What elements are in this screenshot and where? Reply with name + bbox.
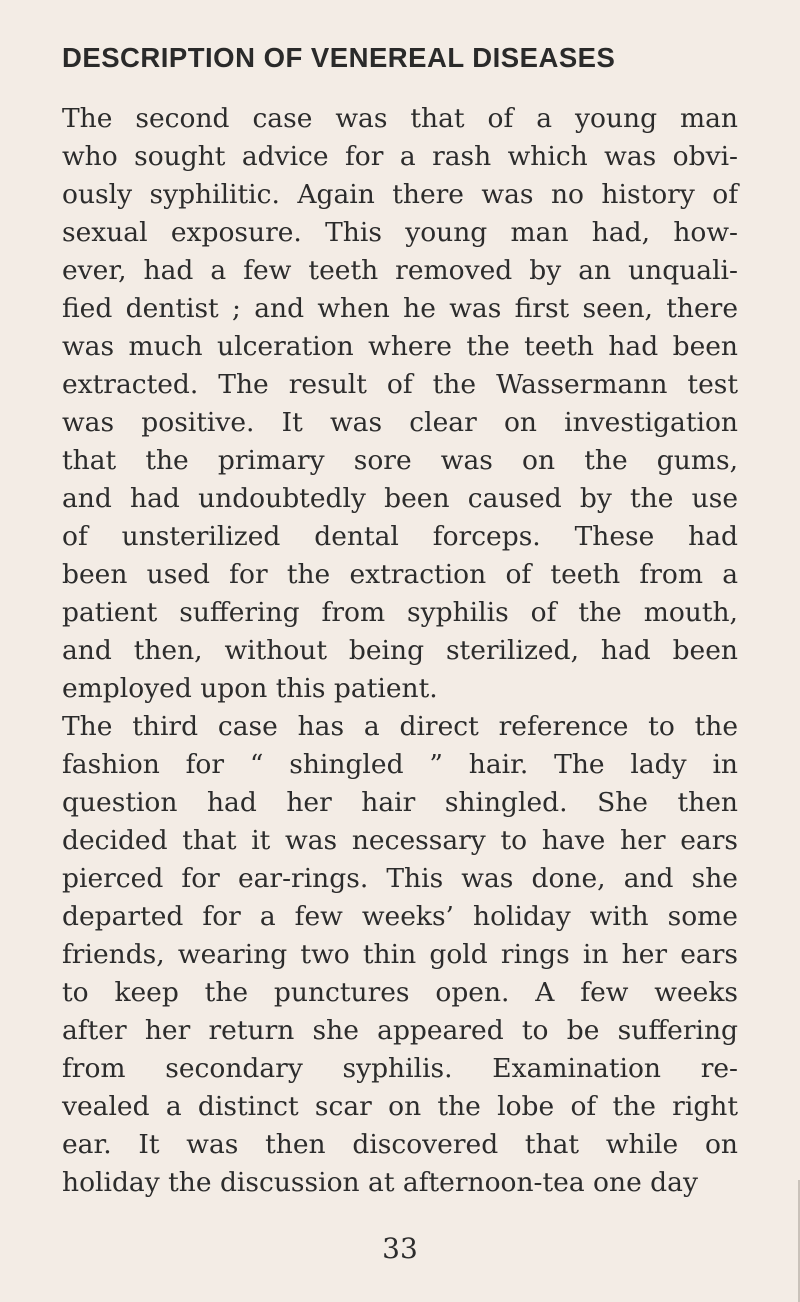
text-line: been used for the extraction of teeth from a (62, 559, 738, 590)
text-line: holiday the discussion at afternoon-tea one day (62, 1167, 698, 1198)
text-line: friends, wearing two thin gold rings in her ears (62, 939, 738, 970)
text-line: ously syphilitic. Again there was no history of (62, 179, 738, 210)
text-line: fashion for “ shingled ” hair. The lady in (62, 749, 738, 780)
text-line: ear. It was then discovered that while on (62, 1129, 738, 1160)
text-line: decided that it was necessary to have her ears (62, 825, 738, 856)
page-number: 33 (382, 1232, 418, 1265)
text-line: was positive. It was clear on investigation (62, 407, 738, 438)
text-line: and had undoubtedly been caused by the use (62, 483, 738, 514)
text-line: after her return she appeared to be suffering (62, 1015, 738, 1046)
text-line: The second case was that of a young man (62, 103, 738, 134)
text-line: patient suffering from syphilis of the mouth, (62, 597, 738, 628)
text-line: ever, had a few teeth removed by an unquali- (62, 255, 738, 286)
text-line: sexual exposure. This young man had, how- (62, 217, 738, 248)
text-line: extracted. The result of the Wassermann test (62, 369, 738, 400)
text-line: from secondary syphilis. Examination re- (62, 1053, 738, 1084)
text-line: that the primary sore was on the gums, (62, 445, 738, 476)
text-line: was much ulceration where the teeth had been (62, 331, 738, 362)
body-text (62, 100, 738, 1202)
text-line: pierced for ear-rings. This was done, and she (62, 863, 738, 894)
running-head: DESCRIPTION OF VENEREAL DISEASES (62, 42, 616, 73)
text-line: of unsterilized dental forceps. These had (62, 521, 738, 552)
text-line: and then, without being sterilized, had been (62, 635, 738, 666)
text-line: to keep the punctures open. A few weeks (62, 977, 738, 1008)
text-line: employed upon this patient. (62, 673, 438, 704)
text-line: who sought advice for a rash which was obvi- (62, 141, 738, 172)
text-line: vealed a distinct scar on the lobe of the right (62, 1091, 738, 1122)
text-line: The third case has a direct reference to the (62, 711, 738, 742)
text-line: fied dentist ; and when he was first seen, there (62, 293, 738, 324)
text-line: departed for a few weeks’ holiday with some (62, 901, 738, 932)
text-line: question had her hair shingled. She then (62, 787, 738, 818)
